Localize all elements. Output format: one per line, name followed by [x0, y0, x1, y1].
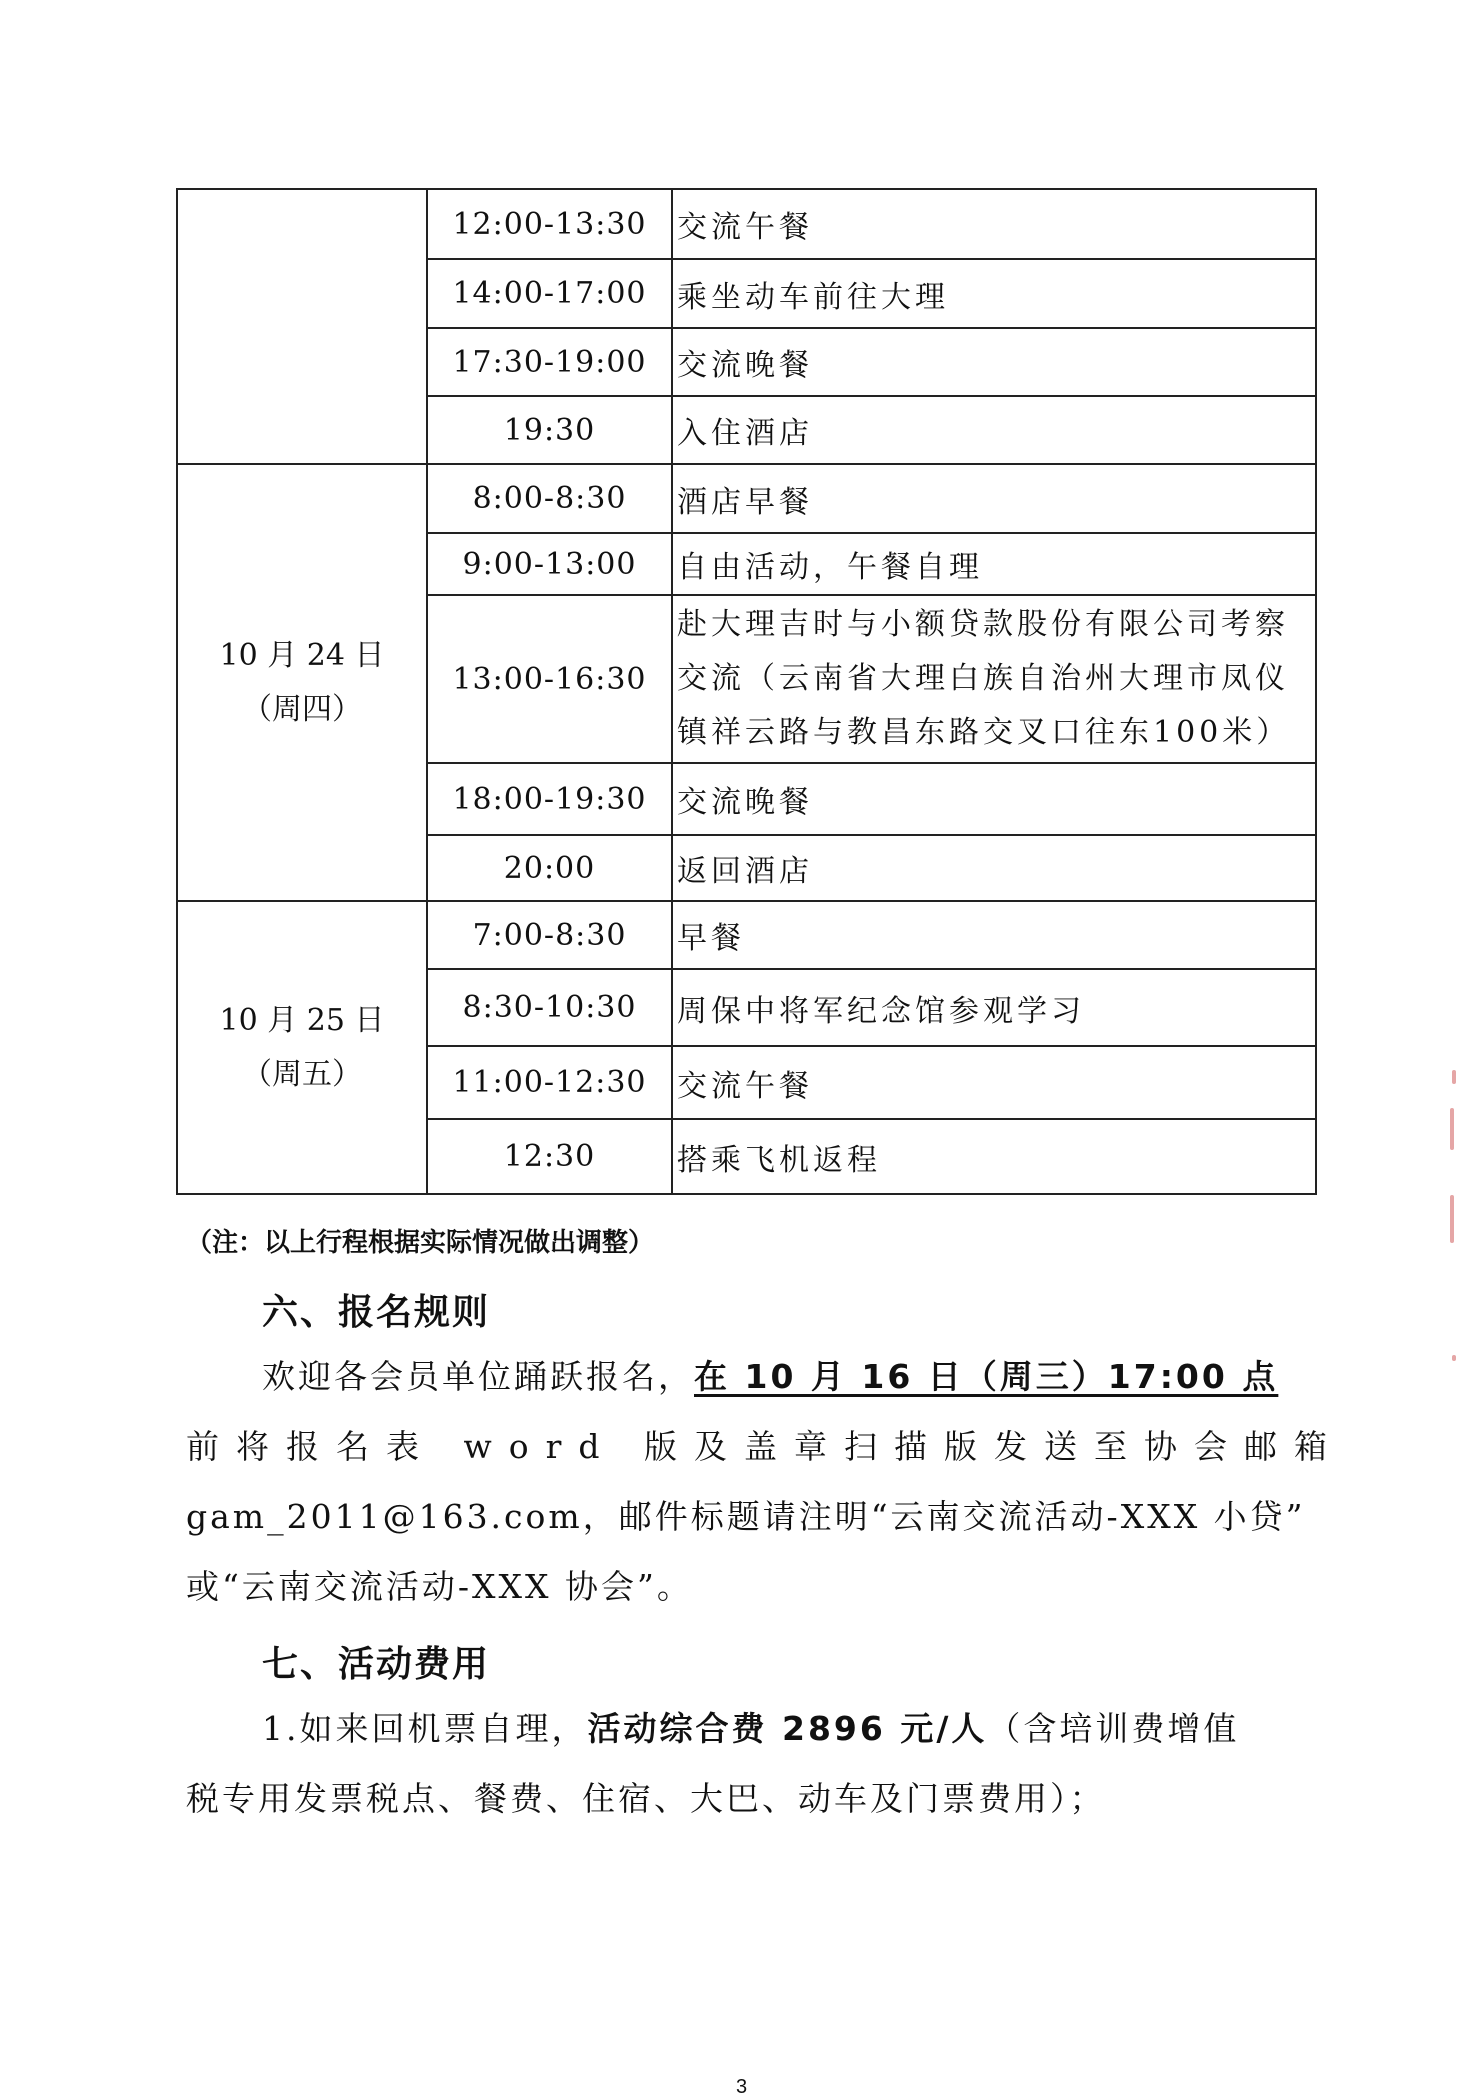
activity-cell: 乘坐动车前往大理 — [672, 259, 1316, 328]
activity-cell: 自由活动，午餐自理 — [672, 533, 1316, 595]
paragraph-line: gam_2011@163.com，邮件标题请注明“云南交流活动-XXX 小贷” — [186, 1497, 1306, 1536]
activity-cell — [672, 595, 1316, 763]
activity-line: 镇祥云路与教昌东路交叉口往东100米） — [677, 715, 1291, 750]
date-label: 10 月 25 日 — [219, 1002, 385, 1038]
stamp-edge-mark — [1450, 1108, 1454, 1150]
time-cell: 9:00-13:00 — [427, 533, 672, 595]
schedule-table — [176, 188, 1317, 1195]
time-cell: 20:00 — [427, 835, 672, 901]
time-cell: 13:00-16:30 — [427, 595, 672, 763]
time-cell: 11:00-12:30 — [427, 1046, 672, 1119]
activity-cell: 搭乘飞机返程 — [672, 1119, 1316, 1194]
activity-cell: 早餐 — [672, 901, 1316, 969]
section-6-heading: 六、报名规则 — [262, 1292, 491, 1333]
activity-cell: 交流午餐 — [672, 1046, 1316, 1119]
text-run: 前将报名表 word 版及盖章扫描版发送至协会邮箱 — [186, 1427, 1344, 1466]
time-cell: 17:30-19:00 — [427, 328, 672, 396]
time-cell: 7:00-8:30 — [427, 901, 672, 969]
time-cell: 18:00-19:30 — [427, 763, 672, 835]
paragraph-line — [186, 1694, 1306, 1764]
activity-cell: 交流晚餐 — [672, 328, 1316, 396]
time-cell: 12:00-13:30 — [427, 189, 672, 259]
activity-cell: 入住酒店 — [672, 396, 1316, 464]
time-cell: 14:00-17:00 — [427, 259, 672, 328]
section-7-paragraph — [186, 1694, 1306, 1834]
date-cell — [177, 464, 427, 901]
table-row — [177, 464, 1316, 533]
schedule-note: （注：以上行程根据实际情况做出调整） — [186, 1228, 655, 1258]
section-6-paragraph — [186, 1342, 1344, 1622]
text-run: 1.如来回机票自理， — [262, 1709, 588, 1748]
table-row — [177, 189, 1316, 259]
activity-cell: 周保中将军纪念馆参观学习 — [672, 969, 1316, 1046]
paragraph-line: 税专用发票税点、餐费、住宿、大巴、动车及门票费用）； — [186, 1779, 1106, 1818]
date-label: 10 月 24 日 — [219, 637, 385, 673]
time-cell: 19:30 — [427, 396, 672, 464]
activity-cell: 交流晚餐 — [672, 763, 1316, 835]
activity-line: 交流（云南省大理白族自治州大理市凤仪 — [677, 661, 1289, 696]
activity-cell: 酒店早餐 — [672, 464, 1316, 533]
page-number: 3 — [735, 2076, 748, 2098]
paragraph-line — [186, 1342, 1306, 1412]
time-cell: 12:30 — [427, 1119, 672, 1194]
weekday-label: （周四） — [242, 691, 362, 727]
paragraph-line — [186, 1412, 1344, 1482]
date-cell — [177, 189, 427, 464]
time-cell: 8:30-10:30 — [427, 969, 672, 1046]
stamp-edge-mark — [1450, 1195, 1454, 1243]
fee-text: 活动综合费 2896 元/人 — [587, 1709, 988, 1748]
stamp-edge-mark — [1452, 1355, 1456, 1361]
text-run: （含培训费增值 — [987, 1709, 1240, 1748]
table-row — [177, 901, 1316, 969]
activity-cell: 返回酒店 — [672, 835, 1316, 901]
deadline-text: 在 10 月 16 日（周三）17:00 点 — [694, 1357, 1279, 1396]
paragraph-line: 或“云南交流活动-XXX 协会”。 — [186, 1567, 693, 1606]
activity-line: 赴大理吉时与小额贷款股份有限公司考察 — [677, 607, 1289, 642]
activity-cell: 交流午餐 — [672, 189, 1316, 259]
stamp-edge-mark — [1452, 1070, 1456, 1084]
date-cell — [177, 901, 427, 1194]
time-cell: 8:00-8:30 — [427, 464, 672, 533]
weekday-label: （周五） — [242, 1056, 362, 1092]
section-7-heading: 七、活动费用 — [262, 1644, 491, 1685]
text-run: 欢迎各会员单位踊跃报名， — [262, 1357, 694, 1396]
